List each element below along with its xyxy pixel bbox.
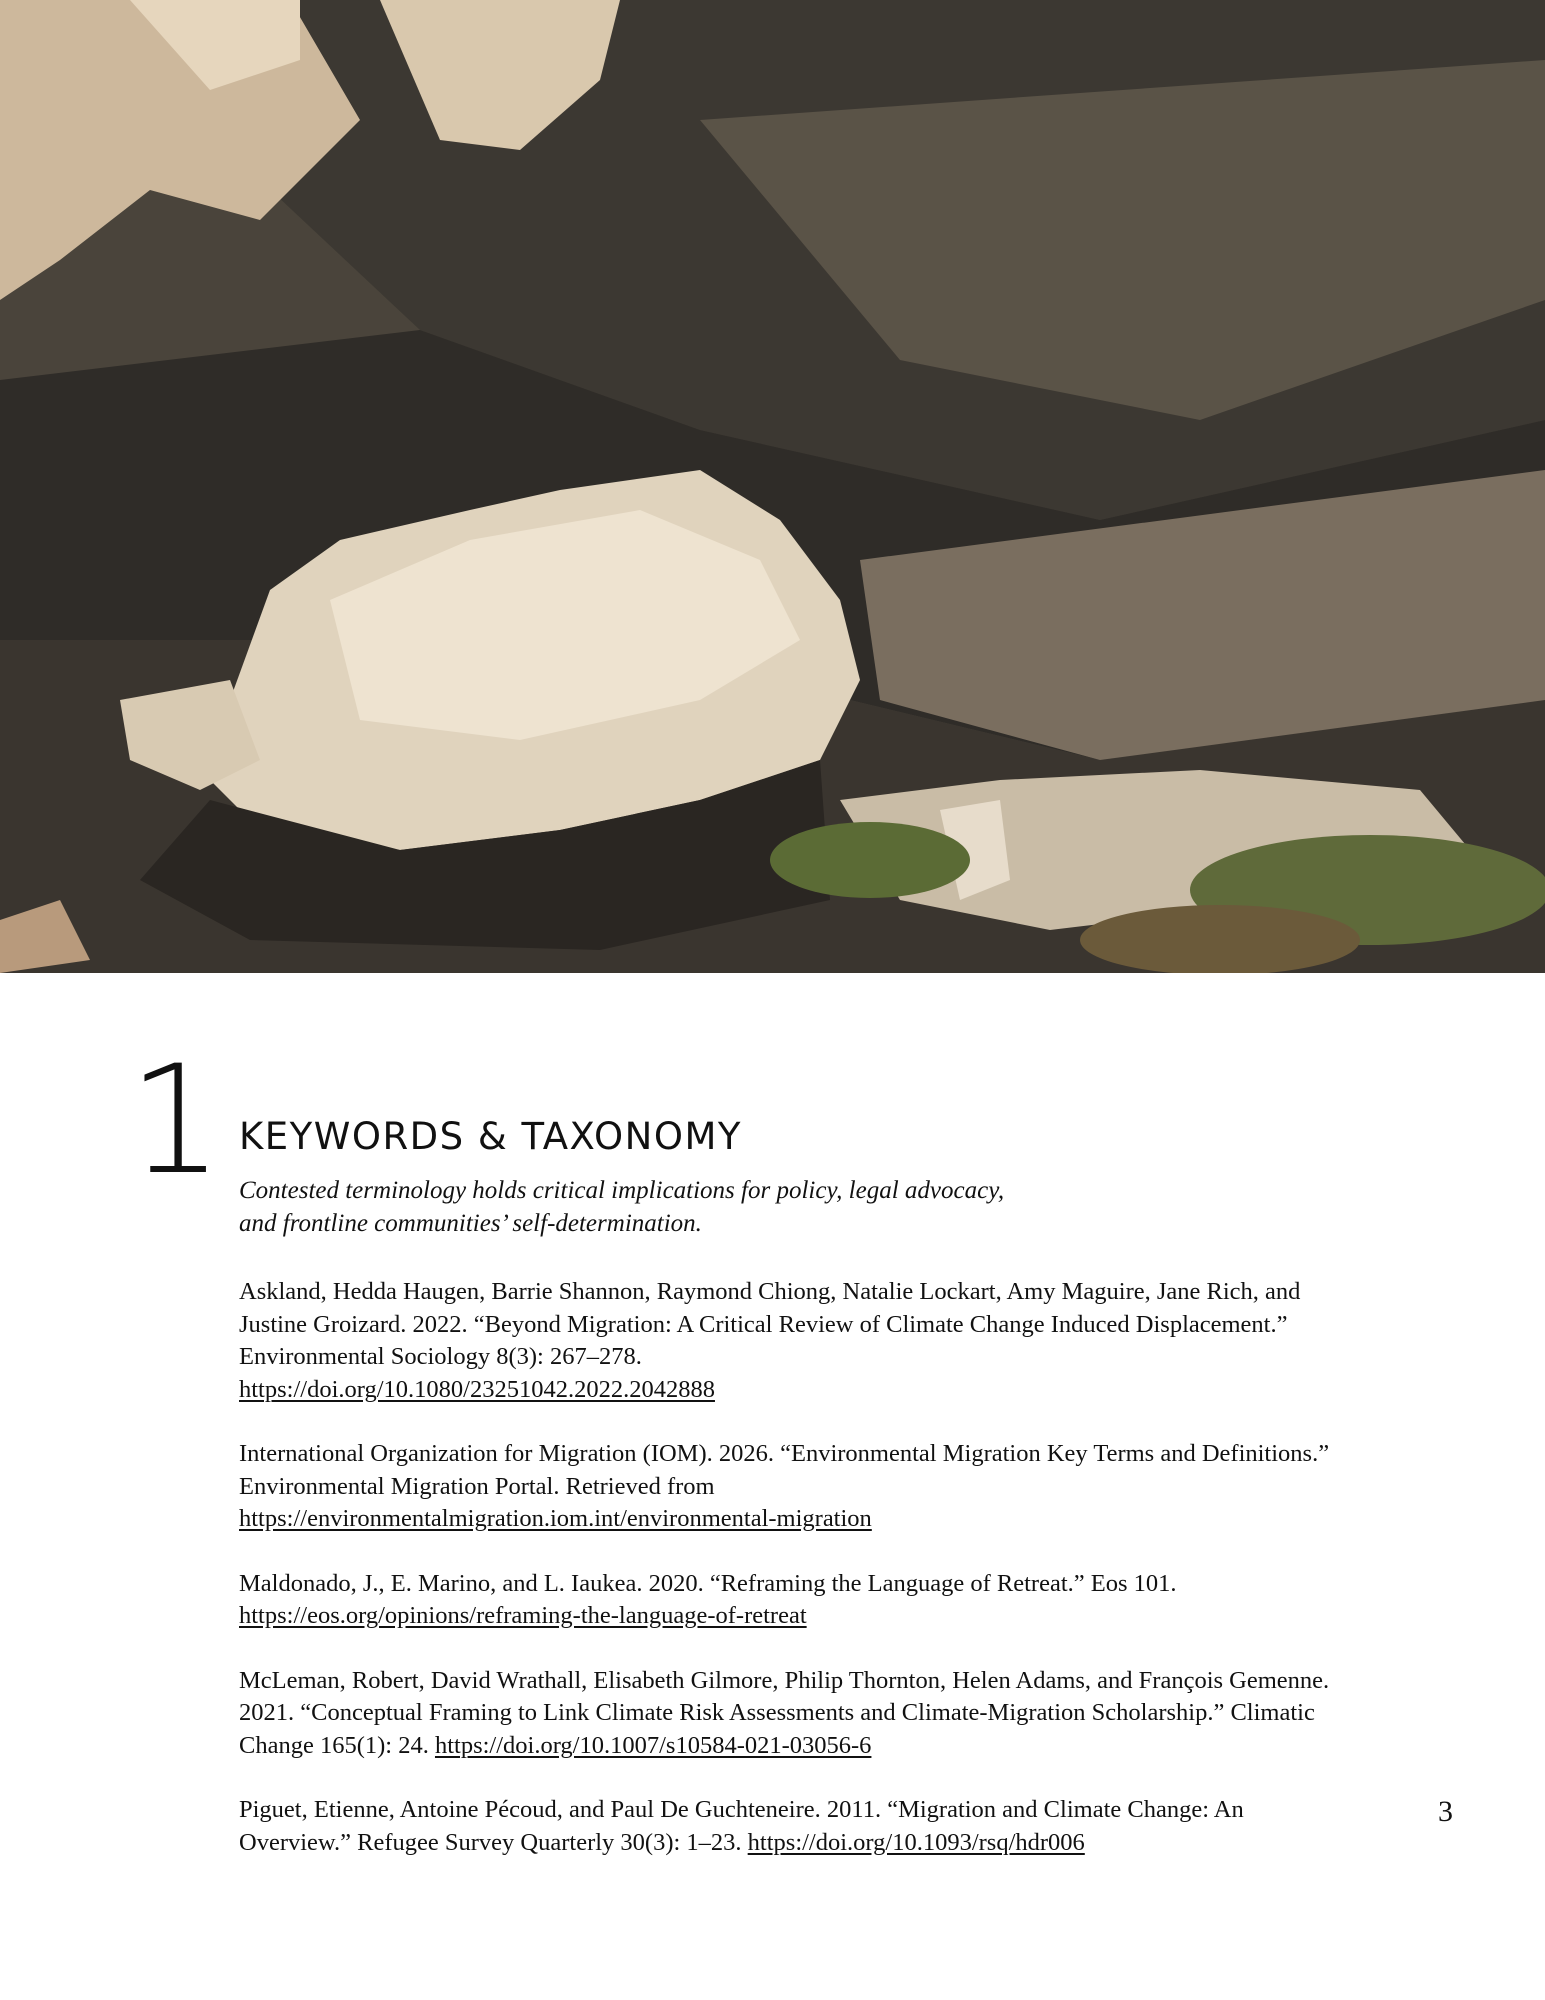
reference-entry: [239, 1438, 1349, 1536]
section-title: KEYWORDS & TAXONOMY: [239, 1115, 742, 1158]
chapter-number: 1: [128, 1034, 224, 1208]
page-number: 3: [1438, 1795, 1453, 1828]
reference-link[interactable]: https://eos.org/opinions/reframing-the-language-of-retreat: [239, 1602, 807, 1629]
reference-entry: [239, 1568, 1349, 1633]
reference-text: McLeman, Robert, David Wrathall, Elisabeth Gilmore, Philip Thornton, Helen Adams, and François Gemenne. 2021. “Conceptual Framing to Link Climate Risk Assessments and Climate-Migration Scholarship.” Climatic Change 165(1): 24.: [239, 1666, 1330, 1759]
reference-entry: [239, 1794, 1349, 1859]
subtitle-line-1: Contested terminology holds critical implications for policy, legal advocacy,: [239, 1177, 1005, 1204]
reference-text: Askland, Hedda Haugen, Barrie Shannon, Raymond Chiong, Natalie Lockart, Amy Maguire, Jane Rich, and Justine Groizard. 2022. “Beyond Migration: A Critical Review of Climate Change Induced Displacement.” Environmental Sociology 8(3): 267–278.: [239, 1278, 1301, 1370]
reference-list: [239, 1276, 1349, 1891]
reference-link[interactable]: https://doi.org/10.1007/s10584-021-03056-6: [434, 1731, 872, 1759]
reference-text: International Organization for Migration (IOM). 2026. “Environmental Migration Key Terms and Definitions.” Environmental Migration Portal. Retrieved from: [239, 1440, 1330, 1500]
section-subtitle: [239, 1174, 1139, 1240]
rock-landscape-image: [0, 0, 1545, 973]
hero-photo: [0, 0, 1545, 973]
reference-link[interactable]: https://environmentalmigration.iom.int/environmental-migration: [239, 1505, 872, 1532]
reference-text: Maldonado, J., E. Marino, and L. Iaukea. 2020. “Reframing the Language of Retreat.” Eos 101.: [239, 1569, 1177, 1597]
reference-link[interactable]: https://doi.org/10.1080/23251042.2022.2042888: [239, 1375, 715, 1403]
reference-text: Piguet, Etienne, Antoine Pécoud, and Paul De Guchteneire. 2011. “Migration and Climate Change: An Overview.” Refugee Survey Quarterly 30(3): 1–23.: [239, 1796, 1244, 1856]
subtitle-line-2: and frontline communities’ self-determination.: [239, 1210, 702, 1237]
reference-entry: [239, 1665, 1349, 1763]
reference-entry: [239, 1276, 1349, 1406]
reference-link[interactable]: https://doi.org/10.1093/rsq/hdr006: [747, 1828, 1085, 1856]
